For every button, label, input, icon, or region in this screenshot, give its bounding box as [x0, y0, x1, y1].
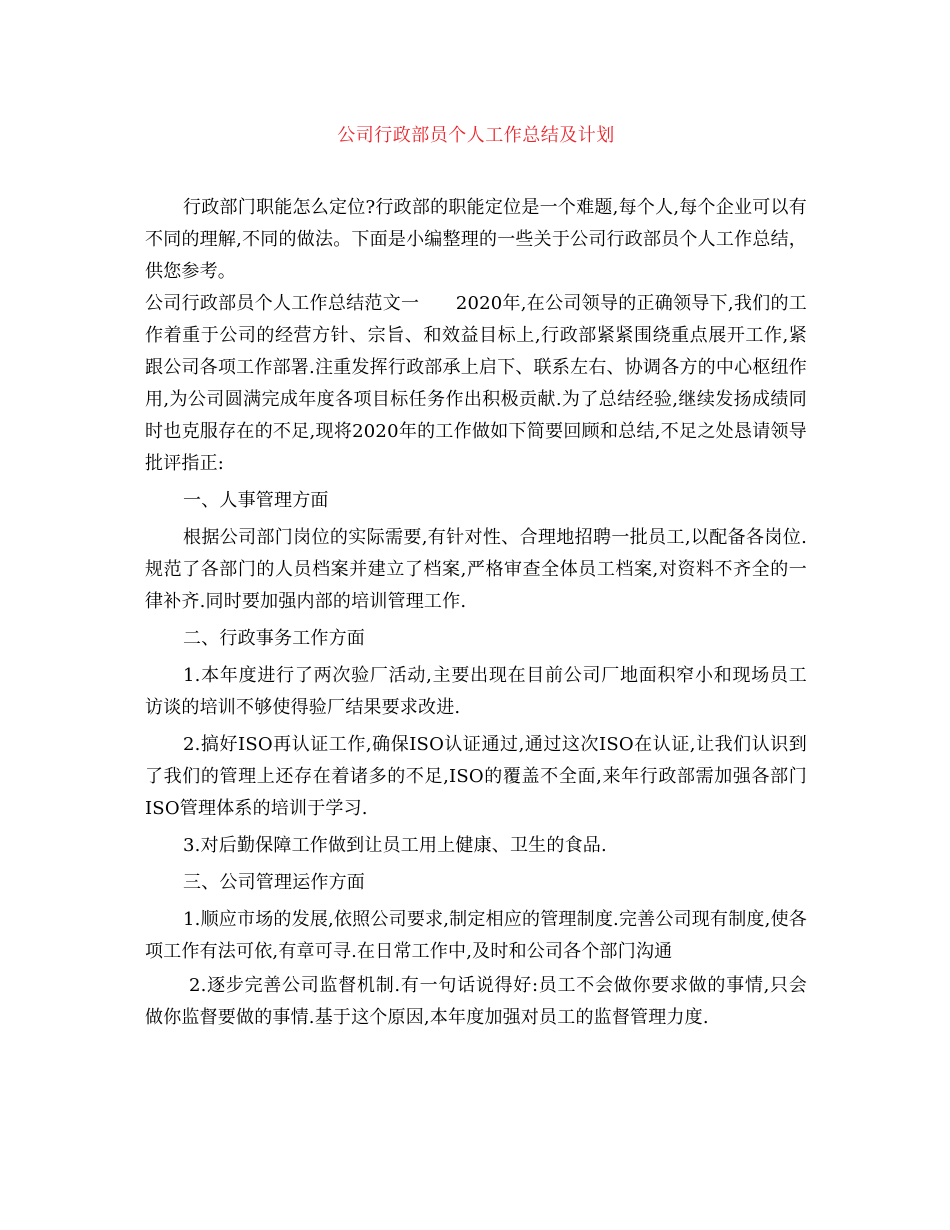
- admin-item-3: 3.对后勤保障工作做到让员工用上健康、卫生的食品.: [183, 835, 607, 856]
- management-item-1: 1.顺应市场的发展,依照公司要求,制定相应的管理制度.完善公司现有制度,使各项工作有法可依,有章可寻.在日常工作中,及时和公司各个部门沟通: [145, 909, 807, 962]
- personnel-paragraph: 根据公司部门岗位的实际需要,有针对性、合理地招聘一批员工,以配备各岗位.规范了各部门的人员档案并建立了档案,严格审查全体员工档案,对资料不齐全的一律补齐.同时要加强内部的培训管理工作.: [145, 527, 807, 612]
- section-heading-personnel: 一、人事管理方面: [183, 490, 329, 511]
- section-heading-admin: 二、行政事务工作方面: [183, 628, 365, 649]
- summary-paragraph: 公司行政部员个人工作总结范文一 2020年,在公司领导的正确领导下,我们的工作着重于公司的经营方针、宗旨、和效益目标上,行政部紧紧围绕重点展开工作,紧跟公司各项工作部署.注重发挥行政部承上启下、联系左右、协调各方的中心枢纽作用,为公司圆满完成年度各项目标任务作出积极贡献.为了总结经验,继续发扬成绩同时也克服存在的不足,现将2020年的工作做如下简要回顾和总结,不足之处恳请领导批评指正:: [145, 293, 807, 474]
- admin-item-1: 1.本年度进行了两次验厂活动,主要出现在目前公司厂地面积窄小和现场员工访谈的培训不够使得验厂结果要求改进.: [145, 665, 807, 718]
- document-title: 公司行政部员个人工作总结及计划: [337, 125, 615, 146]
- document-body: [145, 192, 807, 1034]
- intro-paragraph: 行政部门职能怎么定位?行政部的职能定位是一个难题,每个人,每个企业可以有不同的理解,不同的做法。下面是小编整理的一些关于公司行政部员个人工作总结，供您参考。: [145, 197, 807, 282]
- admin-item-2: 2.搞好ISO再认证工作,确保ISO认证通过,通过这次ISO在认证,让我们认识到了我们的管理上还存在着诸多的不足,ISO的覆盖不全面,来年行政部需加强各部门ISO管理体系的培训于学习.: [145, 734, 807, 819]
- section-heading-management: 三、公司管理运作方面: [183, 872, 365, 893]
- management-item-2: 2.逐步完善公司监督机制.有一句话说得好:员工不会做你要求做的事情,只会做你监督要做的事情.基于这个原因,本年度加强对员工的监督管理力度.: [145, 975, 807, 1028]
